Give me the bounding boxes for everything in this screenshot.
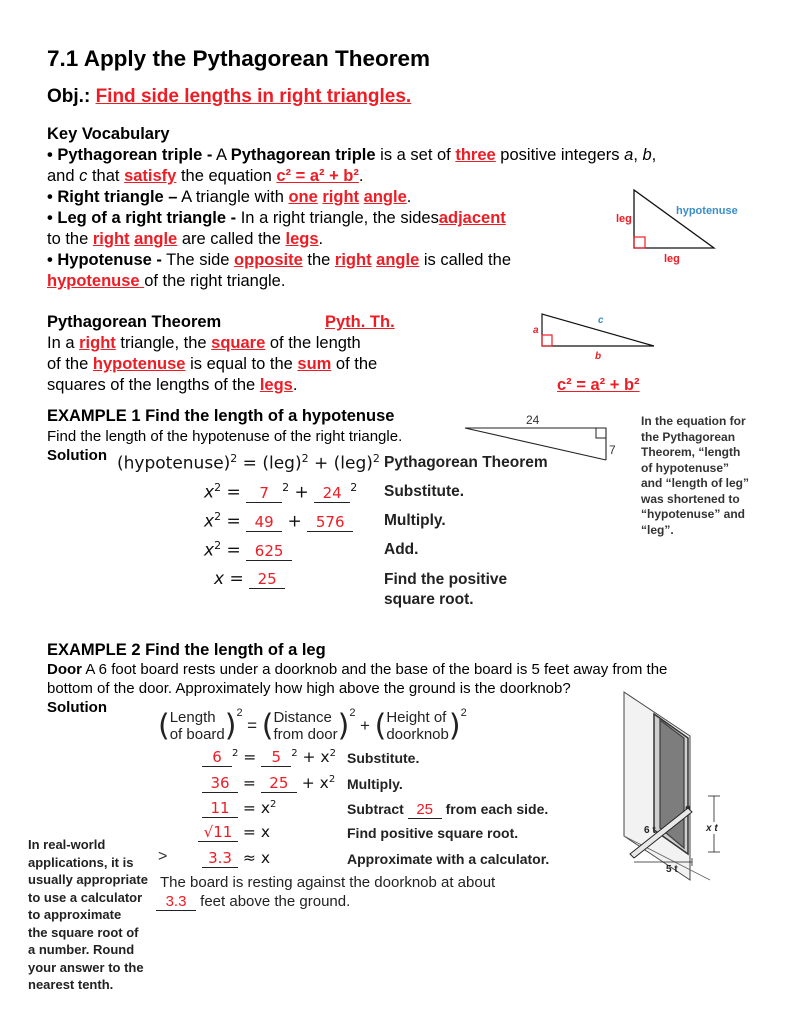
note-line: to approximate [28, 907, 122, 922]
var: b [642, 146, 652, 164]
abc-triangle-diagram [528, 306, 663, 364]
text: In a right triangle, the sides [236, 209, 439, 227]
text: of the [331, 355, 378, 373]
right-triangle-diagram [612, 186, 742, 268]
text: doorknob [386, 725, 449, 743]
answer-blank: hypotenuse [47, 272, 145, 290]
text: = x [238, 799, 271, 818]
answer-blank: square [211, 334, 266, 352]
text: A [212, 146, 231, 164]
example1-solution-label: Solution [47, 447, 107, 464]
note-line: was shortened to [641, 491, 740, 506]
example2-verbal-equation: ( Length of board )$^2$ = ( Distance from door )$^2$ + ( Height of doorknob )$^2$ [158, 707, 467, 744]
note-line: Theorem, “length [641, 445, 741, 459]
example2-step2-reason: Multiply. [347, 776, 403, 792]
diagram-leg-label: leg [616, 213, 632, 225]
answer-blank: legs [259, 376, 293, 394]
text: (hypotenuse) [117, 453, 231, 474]
text: from door [273, 725, 338, 743]
text: are called the [177, 230, 286, 248]
door-figure [600, 684, 750, 884]
note-line: and “length of leg” [641, 476, 749, 490]
objective-label: Obj.: [47, 86, 91, 107]
note-line: “hypotenuse” and [641, 507, 746, 521]
note-line: nearest tenth. [28, 977, 114, 992]
text: Height of [386, 708, 447, 726]
var: a [624, 146, 634, 164]
example2-step1-equation: 6 $^2$ = 5 $^2 + x^2$ [202, 748, 336, 767]
text: + x [296, 774, 329, 793]
answer-blank: Pyth. Th. [325, 313, 395, 331]
answer-blank: opposite [234, 251, 303, 269]
note-line: In real-world [28, 837, 106, 852]
var: x [204, 482, 215, 503]
text: = x [238, 823, 271, 841]
answer-blank: satisfy [124, 167, 177, 185]
example1-step3-equation: $x^2 = 49 + 576$ [204, 510, 353, 532]
example2-step1-reason: Substitute. [347, 750, 420, 766]
answer-blank: angle [134, 230, 178, 248]
objective [47, 86, 411, 108]
text: Subtract [347, 801, 408, 817]
var: x [204, 540, 215, 561]
diagram-hypotenuse-label: hypotenuse [676, 205, 738, 217]
text: + (leg) [308, 453, 373, 474]
text: and [47, 167, 80, 185]
text: Pythagorean triple [230, 146, 376, 164]
text: Door [47, 661, 82, 678]
text: In a [47, 334, 80, 352]
label-c: c [598, 315, 604, 326]
objective-text: Find side lengths in right triangles. [95, 86, 412, 107]
answer-blank: √11 [198, 824, 238, 842]
example2-step4-reason: Find positive square root. [347, 825, 519, 841]
example1-heading: EXAMPLE 1 Find the length of a hypotenuse [47, 407, 395, 425]
example2-step5-equation [202, 849, 270, 868]
board-length-label: 6 t [644, 825, 656, 836]
example1-step2-equation: $x^2 = 7$ $^2$ + 24 $^2$ [204, 481, 358, 503]
text: the equation [176, 167, 277, 185]
answer-blank: 49 [246, 514, 282, 532]
text: The side [161, 251, 235, 269]
text: A triangle with [177, 188, 289, 206]
answer-blank: 7 [246, 485, 282, 503]
answer-blank: 25 [261, 775, 297, 793]
example2-conclusion-line2 [156, 893, 350, 911]
page-title: 7.1 Apply the Pythagorean Theorem [47, 46, 431, 71]
text: Length [169, 708, 216, 726]
theorem-formula [557, 375, 640, 396]
note-line: applications, it is [28, 854, 134, 870]
var: c [79, 167, 88, 185]
example1-step1-equation: (hypotenuse)$^2$ = (leg)$^2$ + (leg)$^2$ [117, 452, 380, 474]
base-distance-label: 5 t [666, 864, 678, 875]
note-line: your answer to the [28, 959, 144, 975]
answer-blank: c² = a² + b² [276, 167, 359, 185]
answer-blank: right [92, 230, 130, 248]
note-line: to use a calculator [28, 889, 143, 905]
text: of the right triangle. [144, 272, 286, 290]
answer-blank: legs [285, 230, 319, 248]
answer-blank: hypotenuse [92, 355, 186, 373]
example1-top-length: 24 [526, 413, 540, 427]
example1-step5-equation: x = 25 [214, 569, 285, 589]
key-vocab-heading: Key Vocabulary [47, 125, 170, 143]
example1-step1-reason: Pythagorean Theorem [384, 454, 548, 471]
text: feet above the ground. [196, 893, 351, 910]
text: of the [47, 355, 93, 373]
answer-blank: right [334, 251, 372, 269]
answer-blank: adjacent [438, 209, 506, 227]
example1-step2-reason: Substitute. [384, 483, 465, 500]
answer-blank: angle [363, 188, 407, 206]
text: . [406, 188, 412, 206]
text: from each side. [441, 801, 549, 817]
example2-step5-reason: Approximate with a calculator. [347, 851, 550, 867]
text: triangle, the [115, 334, 212, 352]
answer-blank: 3.3 [202, 850, 238, 868]
vocab-right-triangle: • Right triangle – A triangle with one right angle. [47, 188, 412, 206]
label-b: b [595, 351, 602, 362]
var: x [204, 511, 215, 532]
text: Find the positive [384, 571, 508, 588]
example2-step3-reason [347, 801, 548, 819]
text: the [302, 251, 335, 269]
text: , [651, 146, 657, 164]
diagram-leg2-label: leg [664, 253, 680, 265]
text: positive integers [495, 146, 625, 164]
example1-step4-reason: Add. [384, 541, 419, 558]
example2-heading: EXAMPLE 2 Find the length of a leg [47, 641, 326, 659]
answer-blank: angle [376, 251, 420, 269]
answer-blank: 5 [261, 749, 291, 767]
text: . [292, 376, 298, 394]
example2-solution-label: Solution [47, 699, 107, 716]
text: of the length [265, 334, 361, 352]
term-right-triangle: Right triangle – [57, 188, 178, 206]
text: Distance [273, 708, 332, 726]
example2-conclusion-line1: The board is resting against the doorknob at about [160, 874, 496, 891]
text: is equal to the [185, 355, 298, 373]
example1-step3-reason: Multiply. [384, 512, 446, 529]
vocab-leg-line2 [47, 229, 323, 250]
example1-step5-reason [384, 570, 507, 610]
example2-prompt-line2: bottom of the door. Approximately how high above the ground is the doorknob? [47, 680, 571, 697]
answer-blank: one [288, 188, 318, 206]
example1-step4-equation: $x^2 = 625$ [204, 539, 292, 561]
text: is called the [419, 251, 511, 269]
vocab-hyp-line2 [47, 271, 285, 292]
theorem-line2 [47, 354, 377, 375]
note-line: a number. Round [28, 942, 135, 957]
term-leg: Leg of a right triangle - [57, 209, 237, 227]
theorem-line1 [47, 333, 361, 354]
example1-side-note [641, 414, 749, 538]
example2-step2-equation: $36 = 25 + x^2$ [202, 774, 335, 793]
answer-blank: three [455, 146, 496, 164]
term-hypotenuse: Hypotenuse - [57, 251, 162, 269]
text: , [633, 146, 643, 164]
example2-step4-equation [198, 823, 270, 842]
var: x [214, 569, 225, 589]
example1-side-length: 7 [609, 443, 616, 457]
answer-blank: 36 [202, 775, 238, 793]
answer-blank: 3.3 [156, 893, 196, 911]
text: squares of the lengths of the [47, 376, 260, 394]
term-triple: Pythagorean triple - [57, 146, 213, 164]
vocab-triple-line1: • Pythagorean triple - A Pythagorean triple is a set of three positive integers a, b, [47, 146, 657, 164]
height-label: x t [706, 823, 718, 834]
text: is a set of [375, 146, 456, 164]
vocab-leg-line1: • Leg of a right triangle - In a right triangle, the sidesadjacent [47, 209, 506, 227]
note-line: usually appropriate [28, 872, 148, 887]
note-line: “leg”. [641, 522, 674, 537]
answer-blank: 11 [202, 800, 238, 818]
text: . [318, 230, 324, 248]
text: to the [47, 230, 93, 248]
arrow-icon: > [158, 848, 168, 865]
answer-blank: 625 [246, 543, 292, 561]
example2-side-note [28, 836, 148, 994]
vocab-hyp-line1: • Hypotenuse - The side opposite the right angle is called the [47, 251, 511, 269]
note-line: the square root of [28, 924, 139, 940]
note-line: the Pythagorean [641, 429, 736, 444]
example1-prompt: Find the length of the hypotenuse of the right triangle. [47, 428, 403, 445]
answer-blank: 25 [408, 801, 442, 819]
note-line: In the equation for [641, 414, 746, 428]
answer-blank: right [322, 188, 360, 206]
answer-blank: 24 [314, 485, 350, 503]
theorem-short [325, 312, 395, 333]
answer-blank: 6 [202, 749, 232, 767]
theorem-line3 [47, 375, 297, 396]
example2-step3-equation: $11 = x^2$ [202, 799, 276, 818]
answer-blank: right [79, 334, 116, 352]
text: = (leg) [237, 453, 302, 474]
answer-blank: 25 [249, 571, 285, 589]
label-a: a [533, 325, 539, 336]
text: + x [297, 748, 330, 767]
text: A 6 foot board rests under a doorknob and the base of the board is 5 feet away from the [82, 661, 668, 678]
text: that [87, 167, 125, 185]
note-line: of hypotenuse” [641, 460, 730, 475]
answer-blank: c² = a² + b² [557, 376, 640, 394]
vocab-triple-line2 [47, 166, 363, 187]
text: of board [169, 725, 225, 743]
text: ≈ x [238, 849, 271, 867]
text: square root. [384, 591, 474, 608]
answer-blank: sum [297, 355, 332, 373]
example2-prompt-line1 [47, 661, 667, 679]
text: . [358, 167, 364, 185]
theorem-heading: Pythagorean Theorem [47, 313, 222, 331]
answer-blank: 576 [307, 514, 353, 532]
